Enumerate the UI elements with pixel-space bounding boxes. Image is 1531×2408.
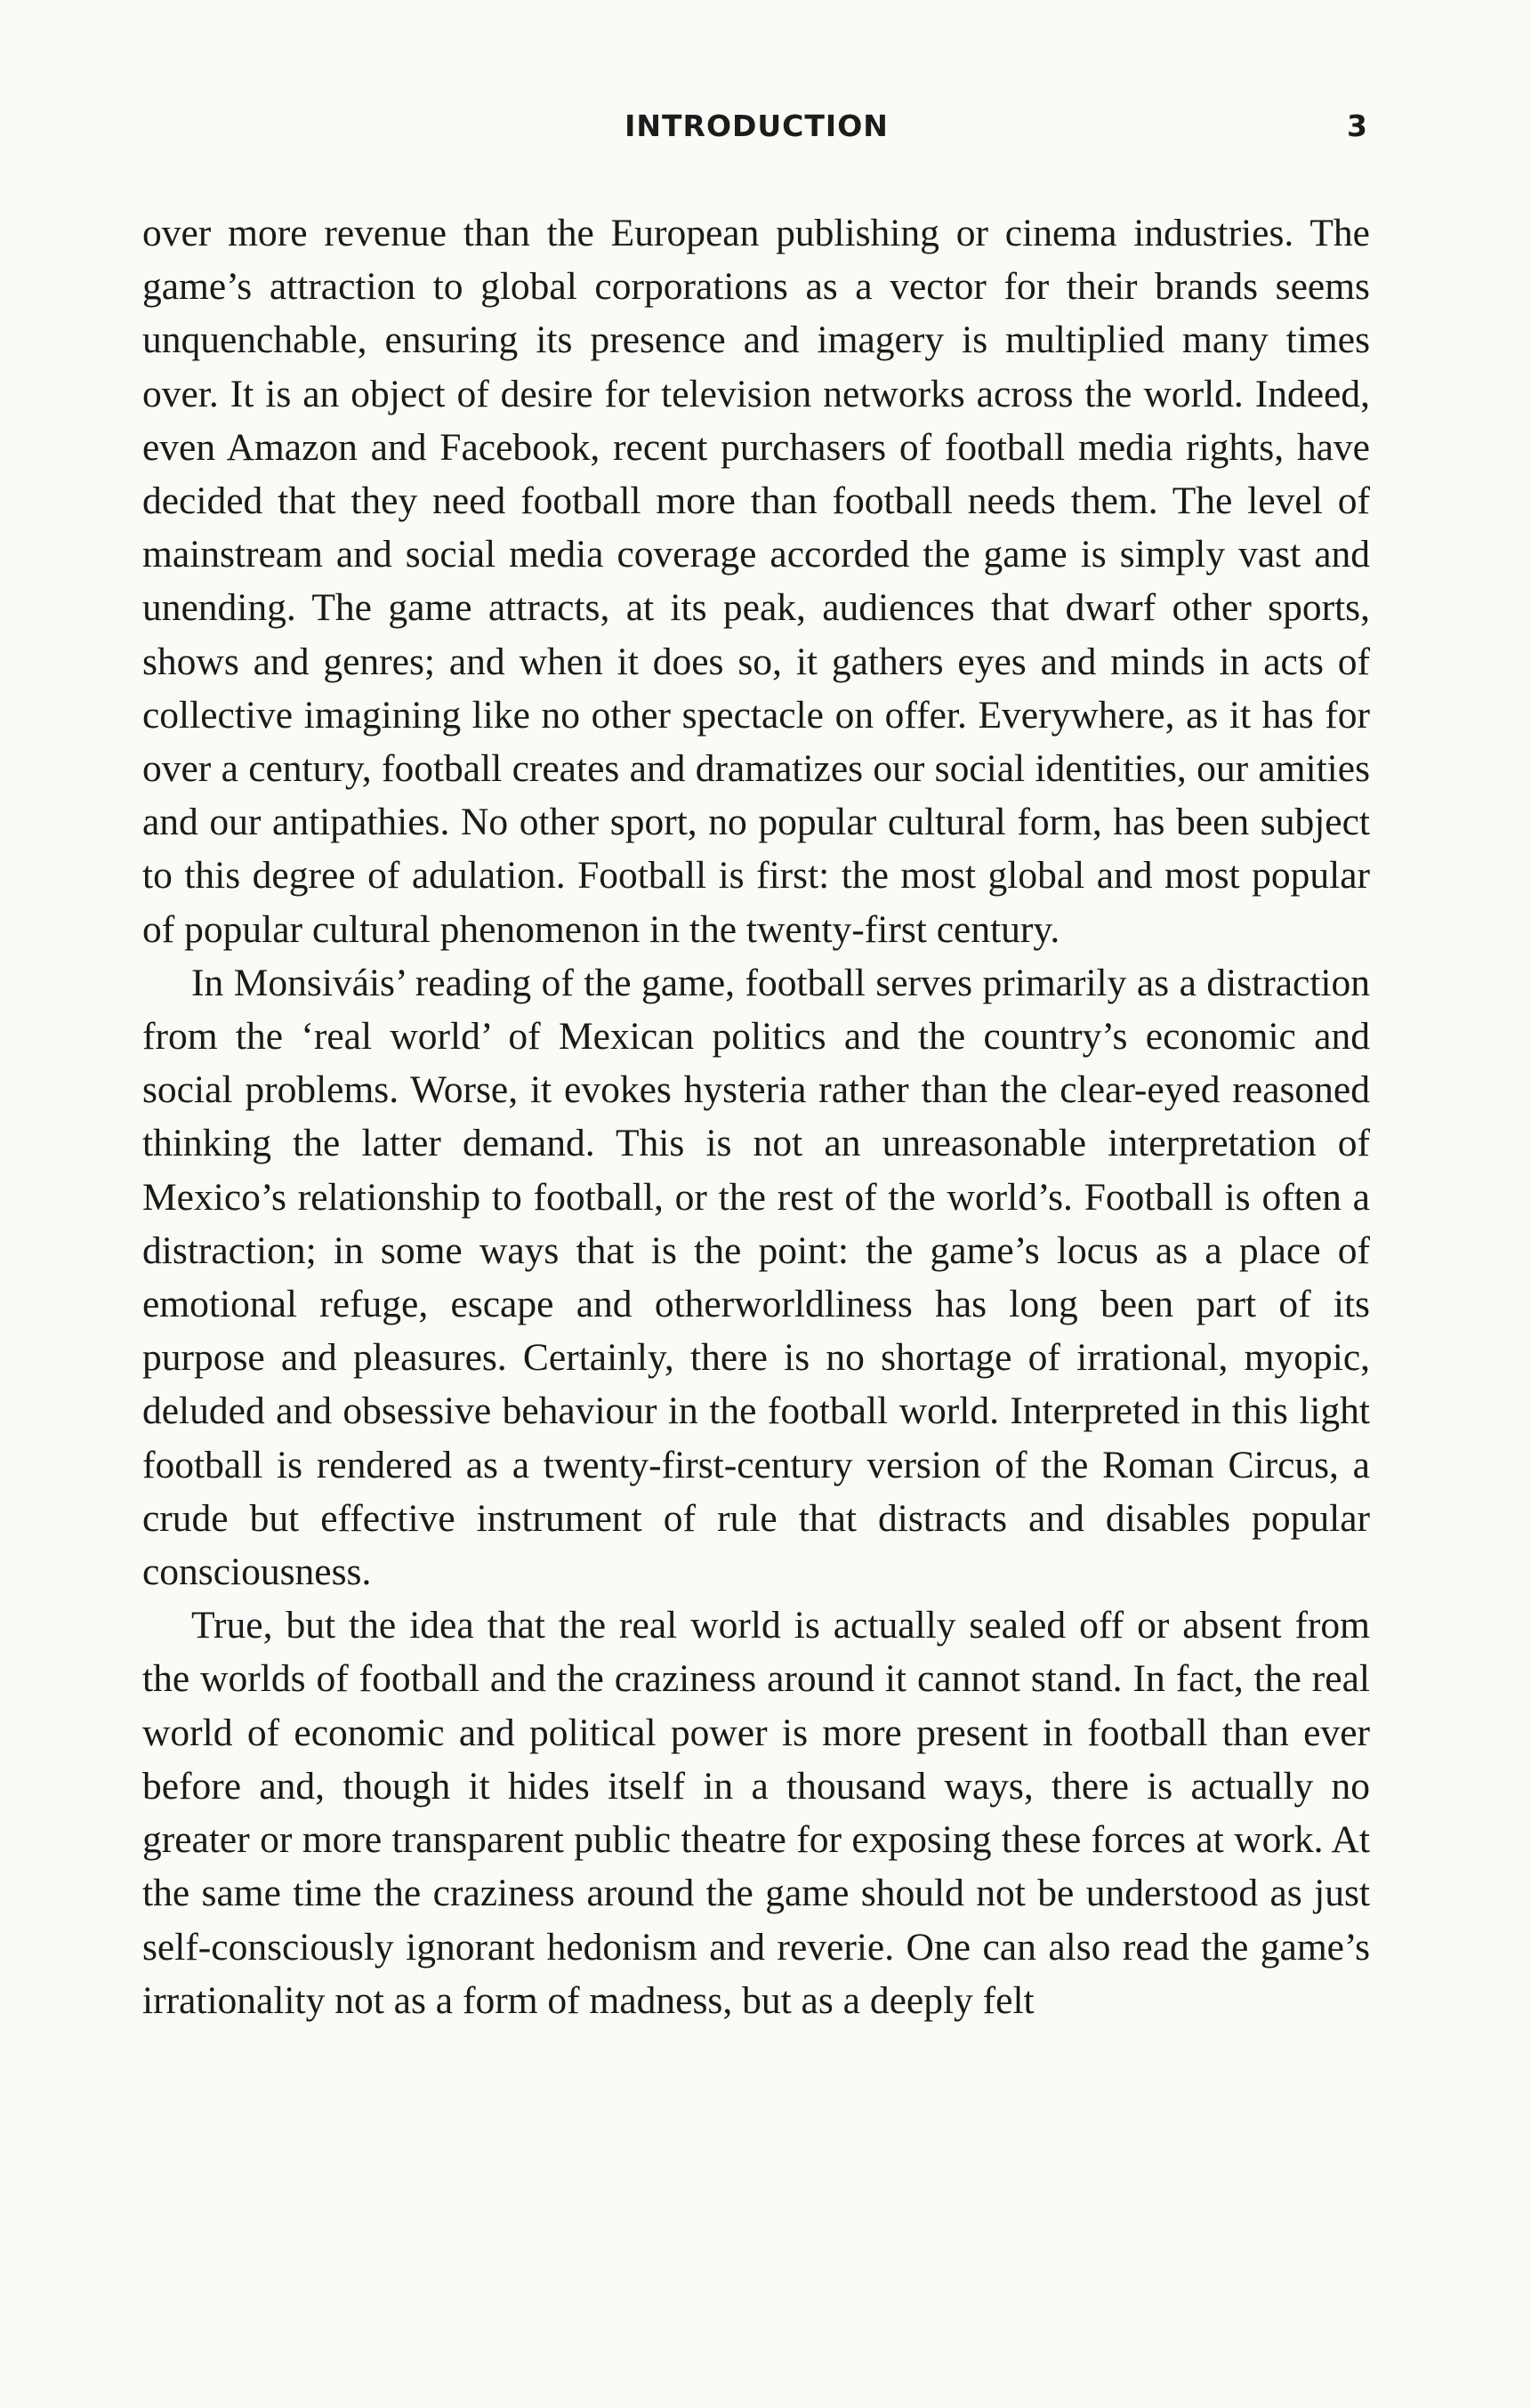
running-head-title: INTRODUCTION bbox=[624, 109, 889, 143]
body-text bbox=[142, 206, 1370, 2027]
paragraph-3: True, but the idea that the real world is actually sealed off or absent from the worlds of football and the craziness around it cannot stand. In fact, the real world of economic and political power is more present in football than ever before and, though it hides itself in a thousand ways, there is actually no greater or more transparent public theatre for exposing these forces at work. At the same time the craziness around the game should not be understood as just self-consciously ignorant hedonism and reverie. One can also read the game’s irrationality not as a form of madness, but as a deeply felt bbox=[142, 1604, 1370, 2022]
paragraph-1: over more revenue than the European publishing or cinema industries. The game’s attraction to global corporations as a vector for their brands seems unquenchable, ensuring its presence and imagery is multiplied many times over. It is an object of desire for television networks across the world. Indeed, even Amazon and Facebook, recent purchasers of football media rights, have decided that they need football more than football needs them. The level of mainstream and social media coverage accorded the game is simply vast and unending. The game attracts, at its peak, audiences that dwarf other sports, shows and genres; and when it does so, it gathers eyes and minds in acts of collective imagining like no other spectacle on offer. Everywhere, as it has for over a century, football creates and dramatizes our social identities, our amities and our antipathies. No other sport, no popular cultural form, has been subject to this degree of adulation. Football is first: the most global and most popular of popular cultural phenomenon in the twenty-first century. bbox=[142, 212, 1370, 951]
running-head bbox=[145, 109, 1368, 153]
paragraph-2: In Monsiváis’ reading of the game, football serves primarily as a distraction from the ‘real world’ of Mexican politics and the country’s economic and social problems. Worse, it evokes hysteria rather than the clear-eyed reasoned thinking the latter demand. This is not an unreasonable interpretation of Mexico’s relationship to football, or the rest of the world’s. Football is often a distraction; in some ways that is the point: the game’s locus as a place of emotional refuge, escape and otherworldliness has long been part of its purpose and pleasures. Certainly, there is no shortage of irrational, myopic, deluded and obsessive behaviour in the football world. Interpreted in this light football is rendered as a twenty-first-century version of the Roman Circus, a crude but effective instrument of rule that distracts and disables popular consciousness. bbox=[142, 961, 1370, 1594]
page-number: 3 bbox=[1347, 109, 1368, 143]
